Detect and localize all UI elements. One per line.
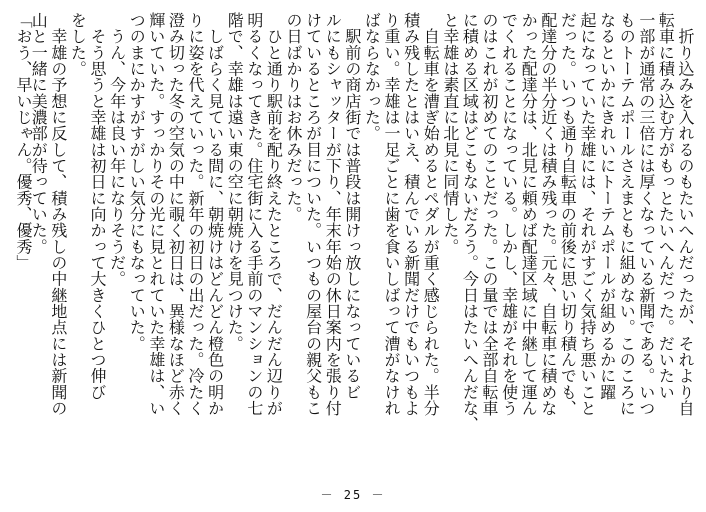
text-column: 澄み切った冬の空気の中に覗く初日は、異様なほど赤く — [166, 12, 186, 416]
text-column: なるといかにきれいにトーテムポールが組めるかに躍 — [597, 12, 617, 400]
text-column: の日ばかりはお休みだった。 — [284, 12, 303, 223]
text-column: 明るくなってきた。住宅街に入る手前のマンションの七 — [244, 12, 264, 416]
text-column: 駅前の商店街では普段は開けっ放しになっているビ — [342, 12, 362, 400]
text-column: をした。 — [68, 12, 88, 77]
text-column: 「おう、早いじゃん。優秀、優秀」 — [14, 12, 33, 271]
text-column: 山と一緒に美濃部が待っていた。 — [29, 12, 49, 255]
text-column: ものトーテムポールさえまともに組めない。このころに — [617, 12, 637, 416]
text-column: 転車に積み込む方がもっとたいへんだった。だいたい — [656, 12, 676, 400]
text-column: でくれることになっている。しかし、幸雄がそれを使う — [499, 12, 519, 416]
text-column: に積める区域はどこもないだろう。今日はたいへんだな、 — [460, 12, 480, 433]
text-column: ばならなかった。 — [362, 12, 382, 142]
text-column: そう思うと幸雄は初日に向かって大きくひとつ伸び — [88, 12, 107, 400]
text-column: 階で、幸雄は遠い東の空に朝焼けを見つけた。 — [225, 12, 245, 352]
text-column: けているところが目についた。いつもの屋台の親父もこ — [303, 12, 323, 416]
text-column: 折り込みを入れるのもたいへんだったが、それより自 — [676, 12, 695, 416]
text-column: うん、今年は良い年になりそうだ。 — [107, 12, 127, 287]
text-column: ひと通り駅前を配り終えたところで、だんだん辺りが — [264, 12, 284, 416]
text-column: だった。いつも通り自転車の前後に思い切り積んでも、 — [558, 12, 578, 416]
text-column: 積み残したとはいえ、積んでいる新聞だけでもいつもよ — [401, 12, 421, 416]
text-column: 起になっていた幸雄には、それがすごく気持ち悪いこと — [578, 12, 597, 416]
page-number: － 25 － — [320, 488, 386, 502]
text-column: しばらく見ている間に、朝焼けはどんどん橙色の明か — [205, 12, 225, 416]
text-column: 自転車を漕ぎ始めるとペダルが重く感じられた。半分 — [421, 12, 441, 416]
text-column: のはこれが初めてのことだった。この量では全部自転車 — [480, 12, 499, 416]
text-column: 一部が通常の三倍には厚くなっている新聞である。いつ — [636, 12, 656, 416]
text-column: りに姿を代えていった。新年の初日の出だった。冷たく — [186, 12, 205, 416]
text-column: 幸雄の予想に反して、積み残しの中継地点には新聞の — [48, 12, 68, 416]
text-column: つのまにかすがすがしい気分にもなっていた。 — [127, 12, 147, 352]
text-column: と幸雄は素直に北見に同情した。 — [440, 12, 460, 255]
text-column: かった配達分は、北見に頼めば配達区域に中継して運ん — [519, 12, 539, 416]
text-column: り重い。幸雄は一足ごとに歯を食いしばって漕がなけれ — [382, 12, 401, 416]
text-column: 輝いていた。すっかりその光に見とれていた幸雄は、い — [146, 12, 166, 416]
text-column: ルにもシャッターが下り、年末年始の休日案内を張り付 — [323, 12, 343, 416]
text-column: 配達分の半分近くは積み残った。元々、自転車に積めな — [538, 12, 558, 416]
vertical-text-body — [10, 12, 698, 478]
